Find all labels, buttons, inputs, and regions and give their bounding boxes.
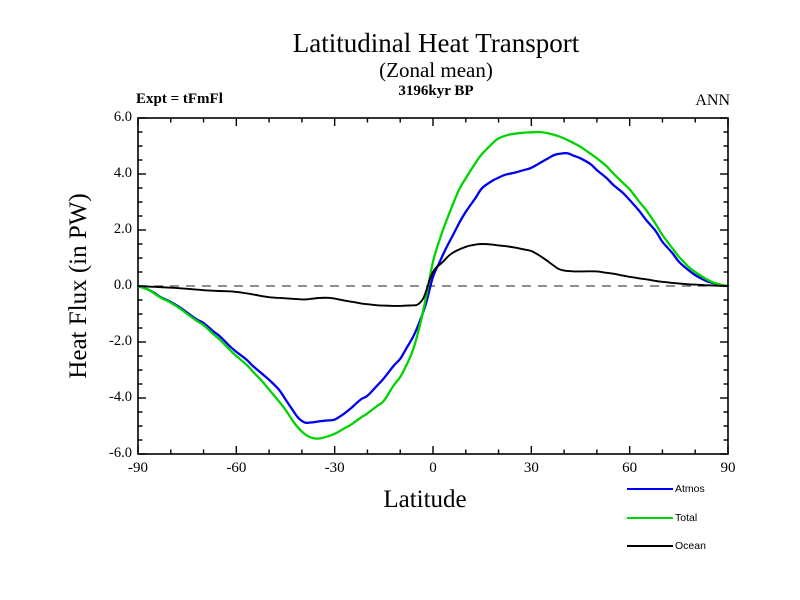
legend-entry xyxy=(627,540,706,552)
experiment-label: Expt = tFmFl xyxy=(136,91,223,107)
time-label: 3196kyr BP xyxy=(398,83,474,99)
x-tick-label: -60 xyxy=(226,460,247,476)
season-label: ANN xyxy=(695,92,730,109)
legend-entry xyxy=(627,512,706,524)
legend-line-sample xyxy=(627,517,673,519)
legend-label: Atmos xyxy=(675,483,705,495)
y-tick-label: 4.0 xyxy=(113,165,132,181)
chart-title: Latitudinal Heat Transport xyxy=(292,28,580,58)
x-tick-label: -90 xyxy=(128,460,148,476)
y-tick-label: -4.0 xyxy=(109,389,132,405)
legend-entry xyxy=(627,483,706,495)
y-tick-label: -2.0 xyxy=(109,333,132,349)
chart-subtitle: (Zonal mean) xyxy=(379,58,493,82)
total-curve xyxy=(138,132,728,439)
legend-label: Ocean xyxy=(675,540,706,552)
x-axis-title: Latitude xyxy=(383,486,467,513)
atmos-curve xyxy=(138,153,728,423)
y-tick-label: 2.0 xyxy=(113,221,132,237)
legend-line-sample xyxy=(627,488,673,490)
legend xyxy=(627,483,706,569)
x-tick-label: 30 xyxy=(523,460,539,476)
y-tick-label: -6.0 xyxy=(109,445,132,461)
y-tick-label: 6.0 xyxy=(113,109,132,125)
y-axis-title: Heat Flux (in PW) xyxy=(65,193,92,379)
legend-label: Total xyxy=(675,511,698,524)
legend-line-sample xyxy=(627,545,673,547)
x-tick-label: 0 xyxy=(429,460,437,476)
y-tick-label: 0.0 xyxy=(113,277,132,293)
x-tick-label: 60 xyxy=(622,460,638,476)
x-tick-label: 90 xyxy=(720,460,736,476)
x-tick-label: -30 xyxy=(324,460,345,476)
